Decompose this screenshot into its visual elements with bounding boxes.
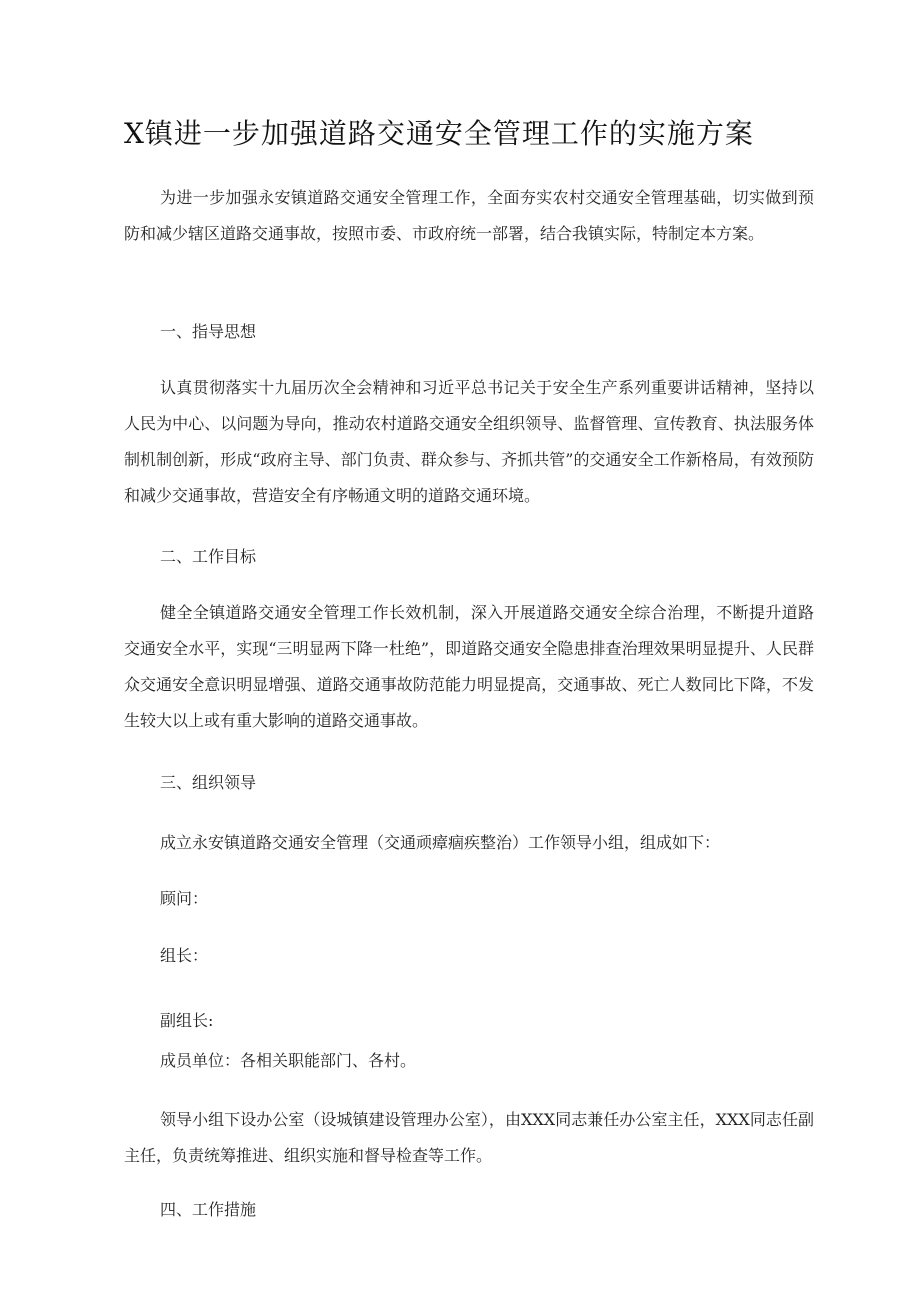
- work-goals-paragraph: 健全全镇道路交通安全管理工作长效机制，深入开展道路交通安全综合治理，不断提升道路交通安全水平，实现“三明显两下降一杜绝”，即道路交通安全隐患排查治理效果明显提升、人民群众交通安全意识明显增强、道路交通事故防范能力明显提高，交通事故、死亡人数同比下降，不发生较大以上或有重大影响的道路交通事故。: [124, 603, 814, 730]
- leading-group-paragraph: 成立永安镇道路交通安全管理（交通顽瘴痼疾整治）工作领导小组，组成如下：: [160, 833, 721, 852]
- adviser-line: 顾问：: [160, 889, 209, 908]
- member-units-line: 成员单位：各相关职能部门、各村。: [160, 1051, 417, 1070]
- deputy-leader-line: 副组长:: [160, 1011, 214, 1030]
- intro-paragraph: 为进一步加强永安镇道路交通安全管理工作，全面夯实农村交通安全管理基础，切实做到预防和减少辖区道路交通事故，按照市委、市政府统一部署，结合我镇实际，特制定本方案。: [124, 188, 814, 243]
- document-title: X镇进一步加强道路交通安全管理工作的实施方案: [124, 117, 754, 150]
- section-heading-organization: 三、组织领导: [160, 773, 257, 792]
- section-heading-work-measures: 四、工作措施: [160, 1200, 257, 1219]
- guiding-ideology-paragraph: 认真贯彻落实十九届历次全会精神和习近平总书记关于安全生产系列重要讲话精神，坚持以人民为中心、以问题为导向，推动农村道路交通安全组织领导、监督管理、宣传教育、执法服务体制机制创新，形成“政府主导、部门负责、群众参与、齐抓共管”的交通安全工作新格局，有效预防和减少交通事故，营造安全有序畅通文明的道路交通环境。: [124, 378, 814, 505]
- leader-line: 组长：: [160, 946, 209, 965]
- section-heading-work-goals: 二、工作目标: [160, 547, 257, 566]
- section-heading-guiding-ideology: 一、指导思想: [160, 322, 257, 341]
- office-paragraph: 领导小组下设办公室（设城镇建设管理办公室），由XXX同志兼任办公室主任，XXX同志任副主任，负责统筹推进、组织实施和督导检查等工作。: [124, 1110, 814, 1165]
